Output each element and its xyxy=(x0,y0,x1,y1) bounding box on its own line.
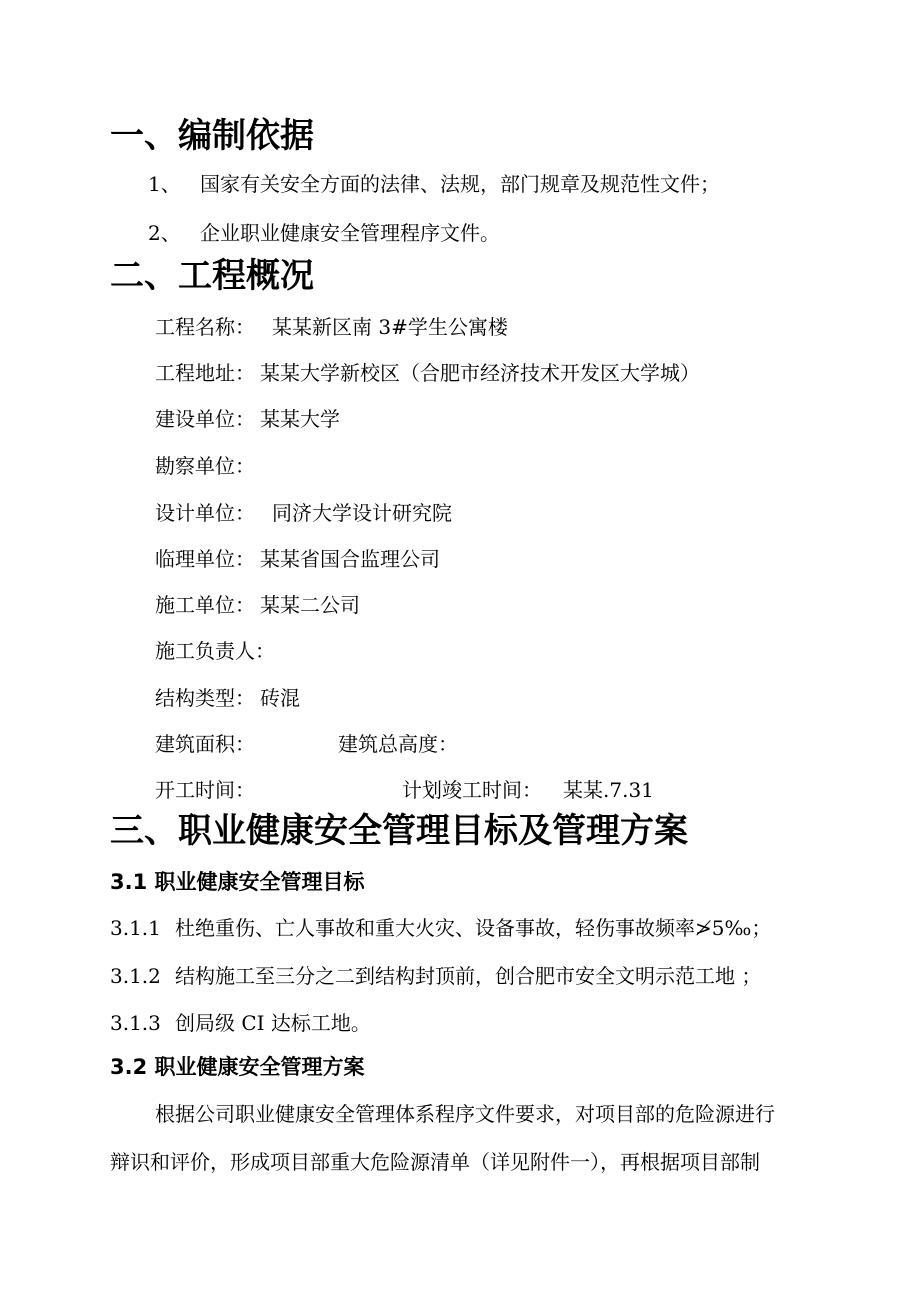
paragraph-line-2: 辩识和评价，形成项目部重大危险源清单（详见附件一），再根据项目部制 xyxy=(110,1150,760,1174)
section-2-heading: 二、工程概况 xyxy=(110,256,314,296)
section-3-1-heading: 3.1 职业健康安全管理目标 xyxy=(110,870,365,894)
item-3-1-3-text: 创局级 CI 达标工地。 xyxy=(175,1011,371,1035)
start-time-label: 开工时间： xyxy=(155,778,255,802)
item-3-1-1-number: 3.1.1 xyxy=(110,916,161,940)
project-name-label: 工程名称： xyxy=(155,315,255,339)
owner-label: 建设单位： xyxy=(155,407,255,431)
design-unit-label: 设计单位： xyxy=(155,501,255,525)
contractor-value: 某某二公司 xyxy=(260,593,360,617)
planned-finish-label: 计划竣工时间： xyxy=(402,778,542,802)
structure-type-value: 砖混 xyxy=(260,686,300,710)
item-3-1-3-number: 3.1.3 xyxy=(110,1011,161,1035)
project-address-value: 某某大学新校区（合肥市经济技术开发区大学城） xyxy=(260,361,700,385)
site-leader-label: 施工负责人： xyxy=(155,639,275,663)
contractor-label: 施工单位： xyxy=(155,593,255,617)
survey-unit-label: 勘察单位： xyxy=(155,454,255,478)
section-3-2-heading: 3.2 职业健康安全管理方案 xyxy=(110,1055,365,1079)
item-3-1-2-text: 结构施工至三分之二到结构封顶前，创合肥市安全文明示范工地 ； xyxy=(175,964,762,988)
supervision-unit-value: 某某省国合监理公司 xyxy=(260,547,440,571)
project-address-label: 工程地址： xyxy=(155,361,255,385)
basis-item-1-number: 1、 xyxy=(148,172,181,196)
item-3-1-1-text: 杜绝重伤、亡人事故和重大火灾、设备事故，轻伤事故频率≯5‰； xyxy=(175,916,772,940)
paragraph-line-1: 根据公司职业健康安全管理体系程序文件要求，对项目部的危险源进行 xyxy=(155,1102,775,1126)
project-name-value: 某某新区南 3#学生公寓楼 xyxy=(272,315,508,339)
item-3-1-2-number: 3.1.2 xyxy=(110,964,161,988)
supervision-unit-label: 临理单位： xyxy=(155,547,255,571)
floor-area-label: 建筑面积： xyxy=(155,732,255,756)
section-1-heading: 一、编制依据 xyxy=(110,116,314,156)
design-unit-value: 同济大学设计研究院 xyxy=(272,501,452,525)
section-3-heading: 三、职业健康安全管理目标及管理方案 xyxy=(110,811,688,851)
basis-item-2-number: 2、 xyxy=(148,221,181,245)
planned-finish-value: 某某.7.31 xyxy=(563,778,654,802)
basis-item-2-text: 企业职业健康安全管理程序文件。 xyxy=(200,221,500,245)
owner-value: 某某大学 xyxy=(260,407,340,431)
basis-item-1-text: 国家有关安全方面的法律、法规，部门规章及规范性文件； xyxy=(200,172,720,196)
total-height-label: 建筑总高度： xyxy=(338,732,458,756)
structure-type-label: 结构类型： xyxy=(155,686,255,710)
